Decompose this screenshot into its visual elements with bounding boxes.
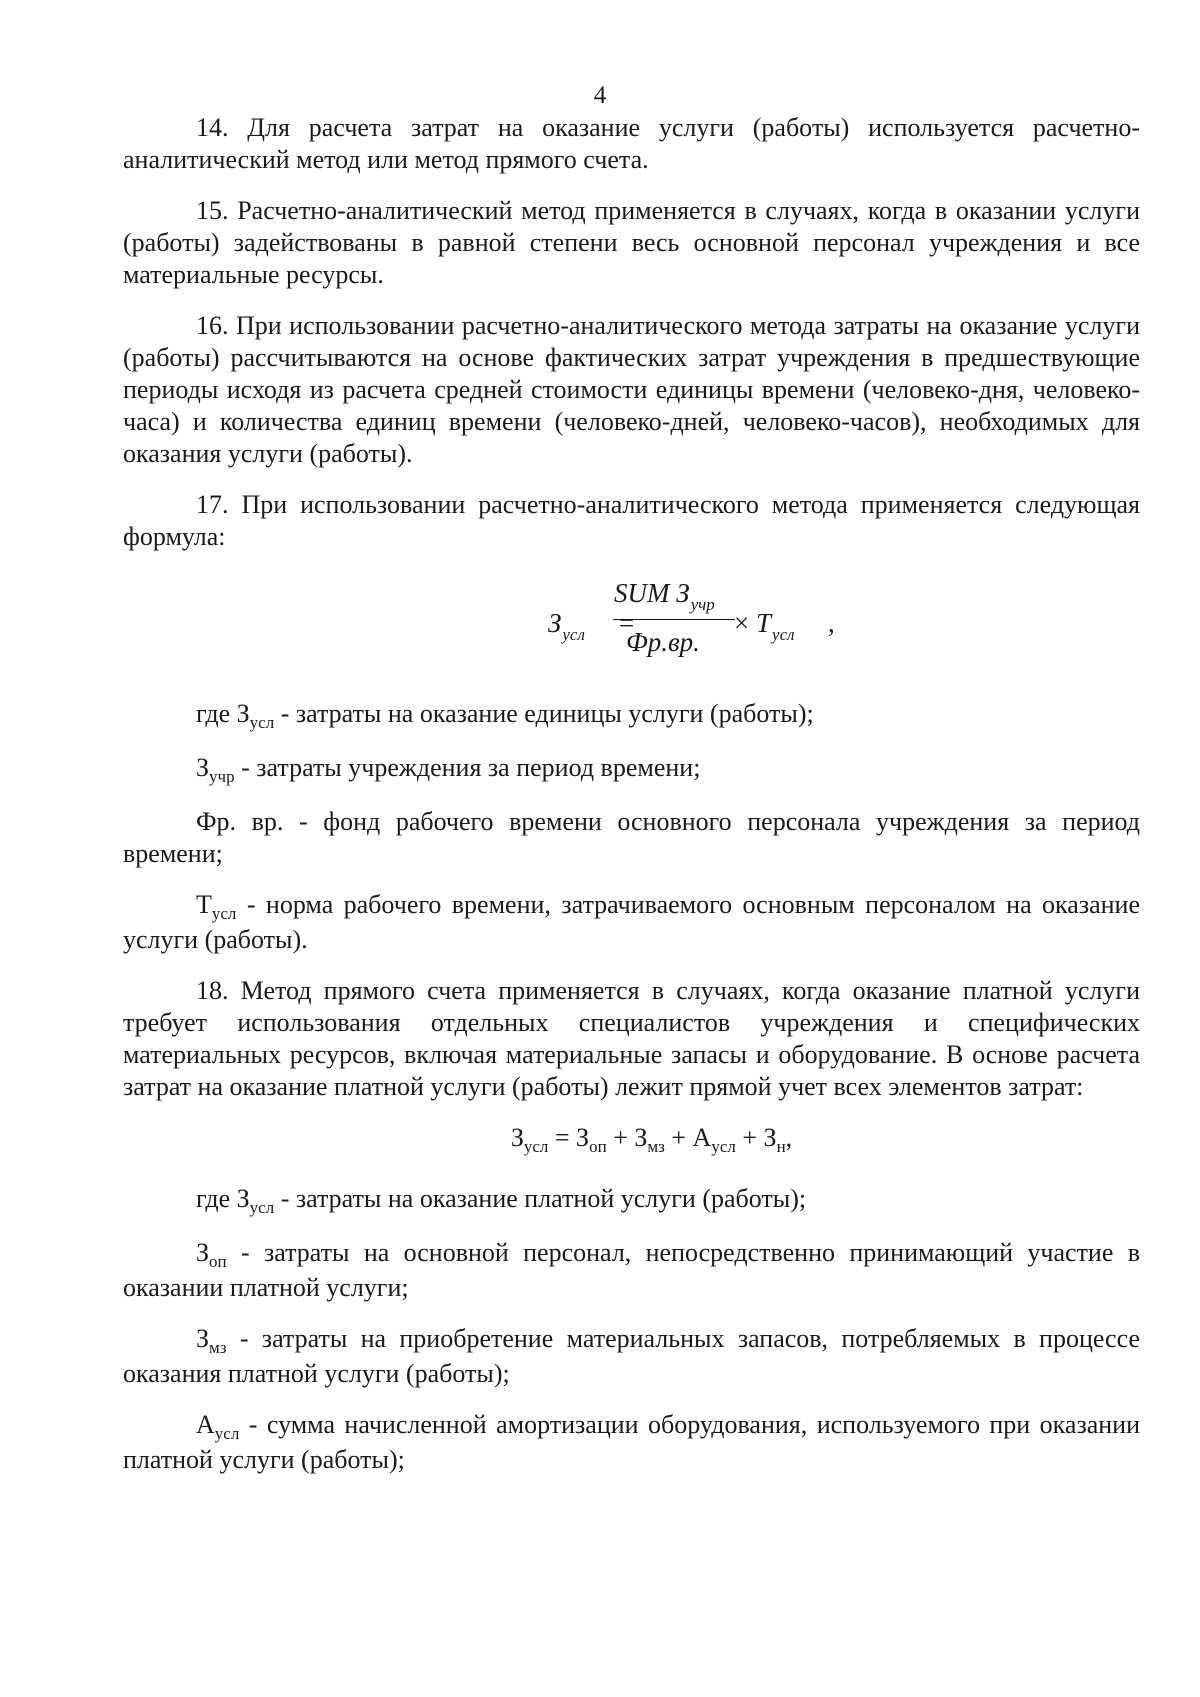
paragraph-15: 15. Расчетно-аналитический метод применяется в случаях, когда в оказании услуги (работы) задействованы в равной степени весь основной персонал учреждения и все материальные ресурсы. bbox=[123, 196, 1140, 289]
paragraph-17: 17. При использовании расчетно-аналитического метода применяется следующая формула: bbox=[123, 490, 1140, 551]
definition-z-uchr: $З_{учр}$ - затраты учреждения за период времени; bbox=[196, 753, 701, 786]
fraction-bar bbox=[613, 619, 735, 620]
definition-a-usl: $А_{усл}$ - сумма начисленной амортизации оборудования, используемого при оказании платной услуги (работы); bbox=[123, 1410, 1140, 1474]
definition-z-usl: где $З_{усл}$ - затраты на оказание единицы услуги (работы); bbox=[196, 699, 814, 732]
formula-direct-method: $З_{усл} = З_{оп} + З_{мз} + А_{усл} + З_н$, bbox=[510, 1123, 793, 1156]
definition-z-usl-paid: где $З_{усл}$ - затраты на оказание платной услуги (работы); bbox=[196, 1184, 807, 1217]
formula-times: × bbox=[734, 608, 750, 638]
paragraph-14: 14. Для расчета затрат на оказание услуги (работы) используется расчетно-аналитический метод или метод прямого счета. bbox=[123, 113, 1140, 174]
formula-denominator: Фр.вр. bbox=[626, 627, 700, 657]
definition-z-op: $З_{оп}$ - затраты на основной персонал, непосредственно принимающий участие в оказании платной услуги; bbox=[123, 1238, 1140, 1302]
paragraph-16: 16. При использовании расчетно-аналитического метода затраты на оказание услуги (работы) рассчитываются на основе фактических затрат учреждения в предшествующие периоды исходя из расчета средней стоимости единицы времени (человеко-дня, человеко-часа) и количества единиц времени (человеко-дней, человеко-часов), необходимых для оказания услуги (работы). bbox=[123, 311, 1140, 468]
formula-t-term: $T_{усл}$ bbox=[756, 608, 795, 644]
definition-t-usl: $Т_{усл}$ - норма рабочего времени, затрачиваемого основным персоналом на оказание услуги (работы). bbox=[123, 890, 1140, 954]
formula-equals: = bbox=[619, 608, 635, 638]
document-body bbox=[123, 112, 1140, 1495]
formula-numerator: SUM $З_{учр}$ bbox=[614, 578, 715, 614]
formula-comma: , bbox=[828, 608, 835, 638]
formula-calculation-method bbox=[123, 572, 1140, 682]
page-number: 4 bbox=[593, 82, 607, 109]
definition-z-mz: $З_{мз}$ - затраты на приобретение материальных запасов, потребляемых в процессе оказания платной услуги (работы); bbox=[123, 1324, 1140, 1388]
formula-lhs: $З_{усл}$ bbox=[548, 608, 585, 644]
definition-fr-vr: Фр. вр. - фонд рабочего времени основного персонала учреждения за период времени; bbox=[123, 807, 1140, 868]
paragraph-18: 18. Метод прямого счета применяется в случаях, когда оказание платной услуги требует использования отдельных специалистов учреждения и специфических материальных ресурсов, включая материальные запасы и оборудование. В основе расчета затрат на оказание платной услуги (работы) лежит прямой учет всех элементов затрат: bbox=[123, 976, 1140, 1101]
